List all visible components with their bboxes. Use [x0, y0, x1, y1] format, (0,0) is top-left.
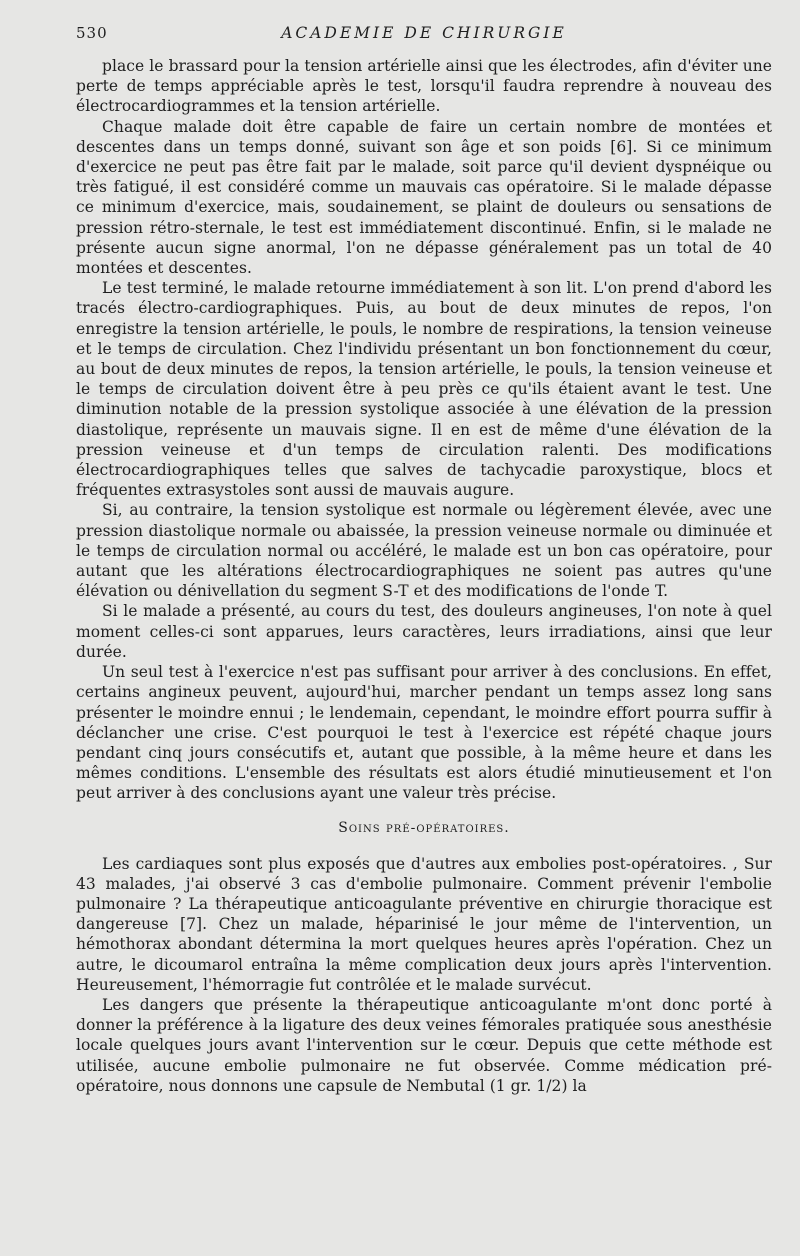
paragraph: Si le malade a présenté, au cours du test, des douleurs angineuses, l'on note à quel moment celles-ci sont apparues, leurs caractères, leurs irradiations, ainsi que leur durée. — [76, 602, 772, 661]
section-heading: Soins pré-opératoires. — [338, 819, 510, 836]
paragraph: Si, au contraire, la tension systolique est normale ou légèrement élevée, avec une pression diastolique normale ou abaissée, la pression veineuse normale ou diminuée et le temps de circulation normal ou accéléré, le malade est un bon cas opératoire, pour autant que les altérations électrocardiographiques ne soient pas autres qu'une élévation ou dénivellation du segment S-T et des modifications de l'onde T. — [76, 501, 772, 601]
paragraph: Un seul test à l'exercice n'est pas suffisant pour arriver à des conclusions. En effet, certains angineux peuvent, aujourd'hui, marcher pendant un temps assez long sans présenter le moindre ennui ; le lendemain, cependant, le moindre effort pourra suffir à déclancher une crise. C'est pourquoi le test à l'exercice est répété chaque jours pendant cinq jours consécutifs et, autant que possible, à la même heure et dans les mêmes conditions. L'ensemble des résultats est alors étudié minutieusement et l'on peut arriver à des conclusions ayant une valeur très précise. — [76, 663, 772, 803]
running-head: ACADEMIE DE CHIRURGIE — [281, 24, 567, 42]
page-number: 530 — [76, 24, 108, 42]
paragraph: Les dangers que présente la thérapeutique anticoagulante m'ont donc porté à donner la préférence à la ligature des deux veines fémorales pratiquée sous anesthésie locale quelques jours avant l'intervention sur le cœur. Depuis que cette méthode est utilisée, aucune embolie pulmonaire ne fut observée. Comme médication pré-opératoire, nous donnons une capsule de Nembutal (1 gr. 1/2) la — [76, 995, 772, 1095]
paragraph: place le brassard pour la tension artérielle ainsi que les électrodes, afin d'éviter une perte de temps appréciable après le test, lorsqu'il faudra reprendre à nouveau des électrocardiogrammes et la tension artérielle. — [76, 57, 772, 116]
paragraph: Les cardiaques sont plus exposés que d'autres aux embolies post-opératoires. , Sur 43 malades, j'ai observé 3 cas d'embolie pulmonaire. Comment prévenir l'embolie pulmonaire ? La thérapeutique anticoagulante préventive en chirurgie thoracique est dangereuse [7]. Chez un malade, héparinisé le jour même de l'intervention, un hémothorax abondant détermina la mort quelques heures après l'opération. Chez un autre, le dicoumarol entraîna la même complication deux jours après l'intervention. Heureusement, l'hémorragie fut contrôlée et le malade survécut. — [76, 854, 772, 994]
paragraph: Chaque malade doit être capable de faire un certain nombre de montées et descentes dans un temps donné, suivant son âge et son poids [6]. Si ce minimum d'exercice ne peut pas être fait par le malade, soit parce qu'il devient dyspnéique ou très fatigué, il est considéré comme un mauvais cas opératoire. Si le malade dépasse ce minimum d'exercice, mais, soudainement, se plaint de douleurs ou sensations de pression rétro-sternale, le test est immédiatement discontinué. Enfin, si le malade ne présente aucun signe anormal, l'on ne dépasse généralement pas un total de 40 montées et descentes. — [76, 117, 772, 278]
paragraph: Le test terminé, le malade retourne immédiatement à son lit. L'on prend d'abord les tracés électro-cardiographiques. Puis, au bout de deux minutes de repos, l'on enregistre la tension artérielle, le pouls, le nombre de respirations, la tension veineuse et le temps de circulation. Chez l'individu présentant un bon fonctionnement du cœur, au bout de deux minutes de repos, la tension artérielle, le pouls, la tension veineuse et le temps de circulation doivent être à peu près ce qu'ils étaient avant le test. Une diminution notable de la pression systolique associée à une élévation de la pression diastolique, représente un mauvais signe. Il en est de même d'une élévation de la pression veineuse et d'un temps de circulation ralenti. Des modifications électrocardiographiques telles que salves de tachycadie paroxystique, blocs et fréquentes extrasystoles sont aussi de mauvais augure. — [76, 279, 772, 500]
page-header — [76, 24, 772, 54]
body-text — [76, 56, 772, 1096]
